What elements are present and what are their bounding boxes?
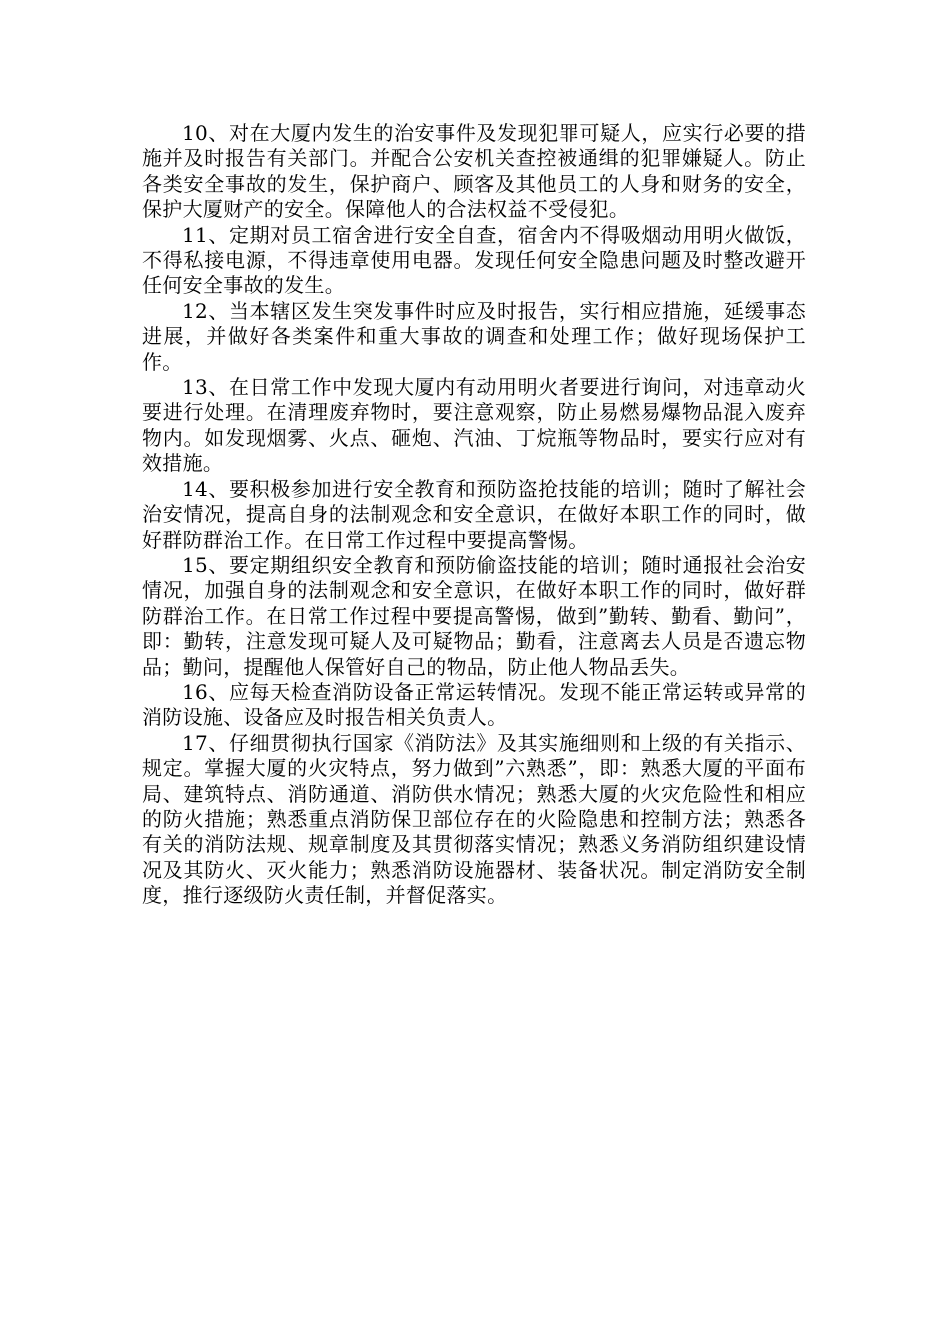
paragraph-16: 16、应每天检查消防设备正常运转情况。发现不能正常运转或异常的消防设施、设备应及时报告相关负责人。 — [142, 679, 806, 730]
paragraph-10: 10、对在大厦内发生的治安事件及发现犯罪可疑人，应实行必要的措施并及时报告有关部门。并配合公安机关查控被通缉的犯罪嫌疑人。防止各类安全事故的发生，保护商户、顾客及其他员工的人身和财务的安全，保护大厦财产的安全。保障他人的合法权益不受侵犯。 — [142, 121, 806, 222]
paragraph-12: 12、当本辖区发生突发事件时应及时报告，实行相应措施，延缓事态进展，并做好各类案件和重大事故的调查和处理工作；做好现场保护工作。 — [142, 298, 806, 374]
document-body — [142, 121, 806, 909]
paragraph-14: 14、要积极参加进行安全教育和预防盗抢技能的培训；随时了解社会治安情况，提高自身的法制观念和安全意识，在做好本职工作的同时，做好群防群治工作。在日常工作过程中要提高警惕。 — [142, 476, 806, 552]
paragraph-17: 17、仔细贯彻执行国家《消防法》及其实施细则和上级的有关指示、规定。掌握大厦的火灾特点，努力做到”六熟悉”，即：熟悉大厦的平面布局、建筑特点、消防通道、消防供水情况；熟悉大厦的火灾危险性和相应的防火措施；熟悉重点消防保卫部位存在的火险隐患和控制方法；熟悉各有关的消防法规、规章制度及其贯彻落实情况；熟悉义务消防组织建设情况及其防火、灭火能力；熟悉消防设施器材、装备状况。制定消防安全制度，推行逐级防火责任制，并督促落实。 — [142, 730, 806, 908]
paragraph-15: 15、要定期组织安全教育和预防偷盗技能的培训；随时通报社会治安情况，加强自身的法制观念和安全意识，在做好本职工作的同时，做好群防群治工作。在日常工作过程中要提高警惕，做到”勤转、勤看、勤问”，即：勤转，注意发现可疑人及可疑物品；勤看，注意离去人员是否遗忘物品；勤问，提醒他人保管好自己的物品，防止他人物品丢失。 — [142, 552, 806, 679]
paragraph-11: 11、定期对员工宿舍进行安全自查，宿舍内不得吸烟动用明火做饭，不得私接电源，不得违章使用电器。发现任何安全隐患问题及时整改避开任何安全事故的发生。 — [142, 222, 806, 298]
paragraph-13: 13、在日常工作中发现大厦内有动用明火者要进行询问，对违章动火要进行处理。在清理废弃物时，要注意观察，防止易燃易爆物品混入废弃物内。如发现烟雾、火点、砸炮、汽油、丁烷瓶等物品时，要实行应对有效措施。 — [142, 375, 806, 476]
